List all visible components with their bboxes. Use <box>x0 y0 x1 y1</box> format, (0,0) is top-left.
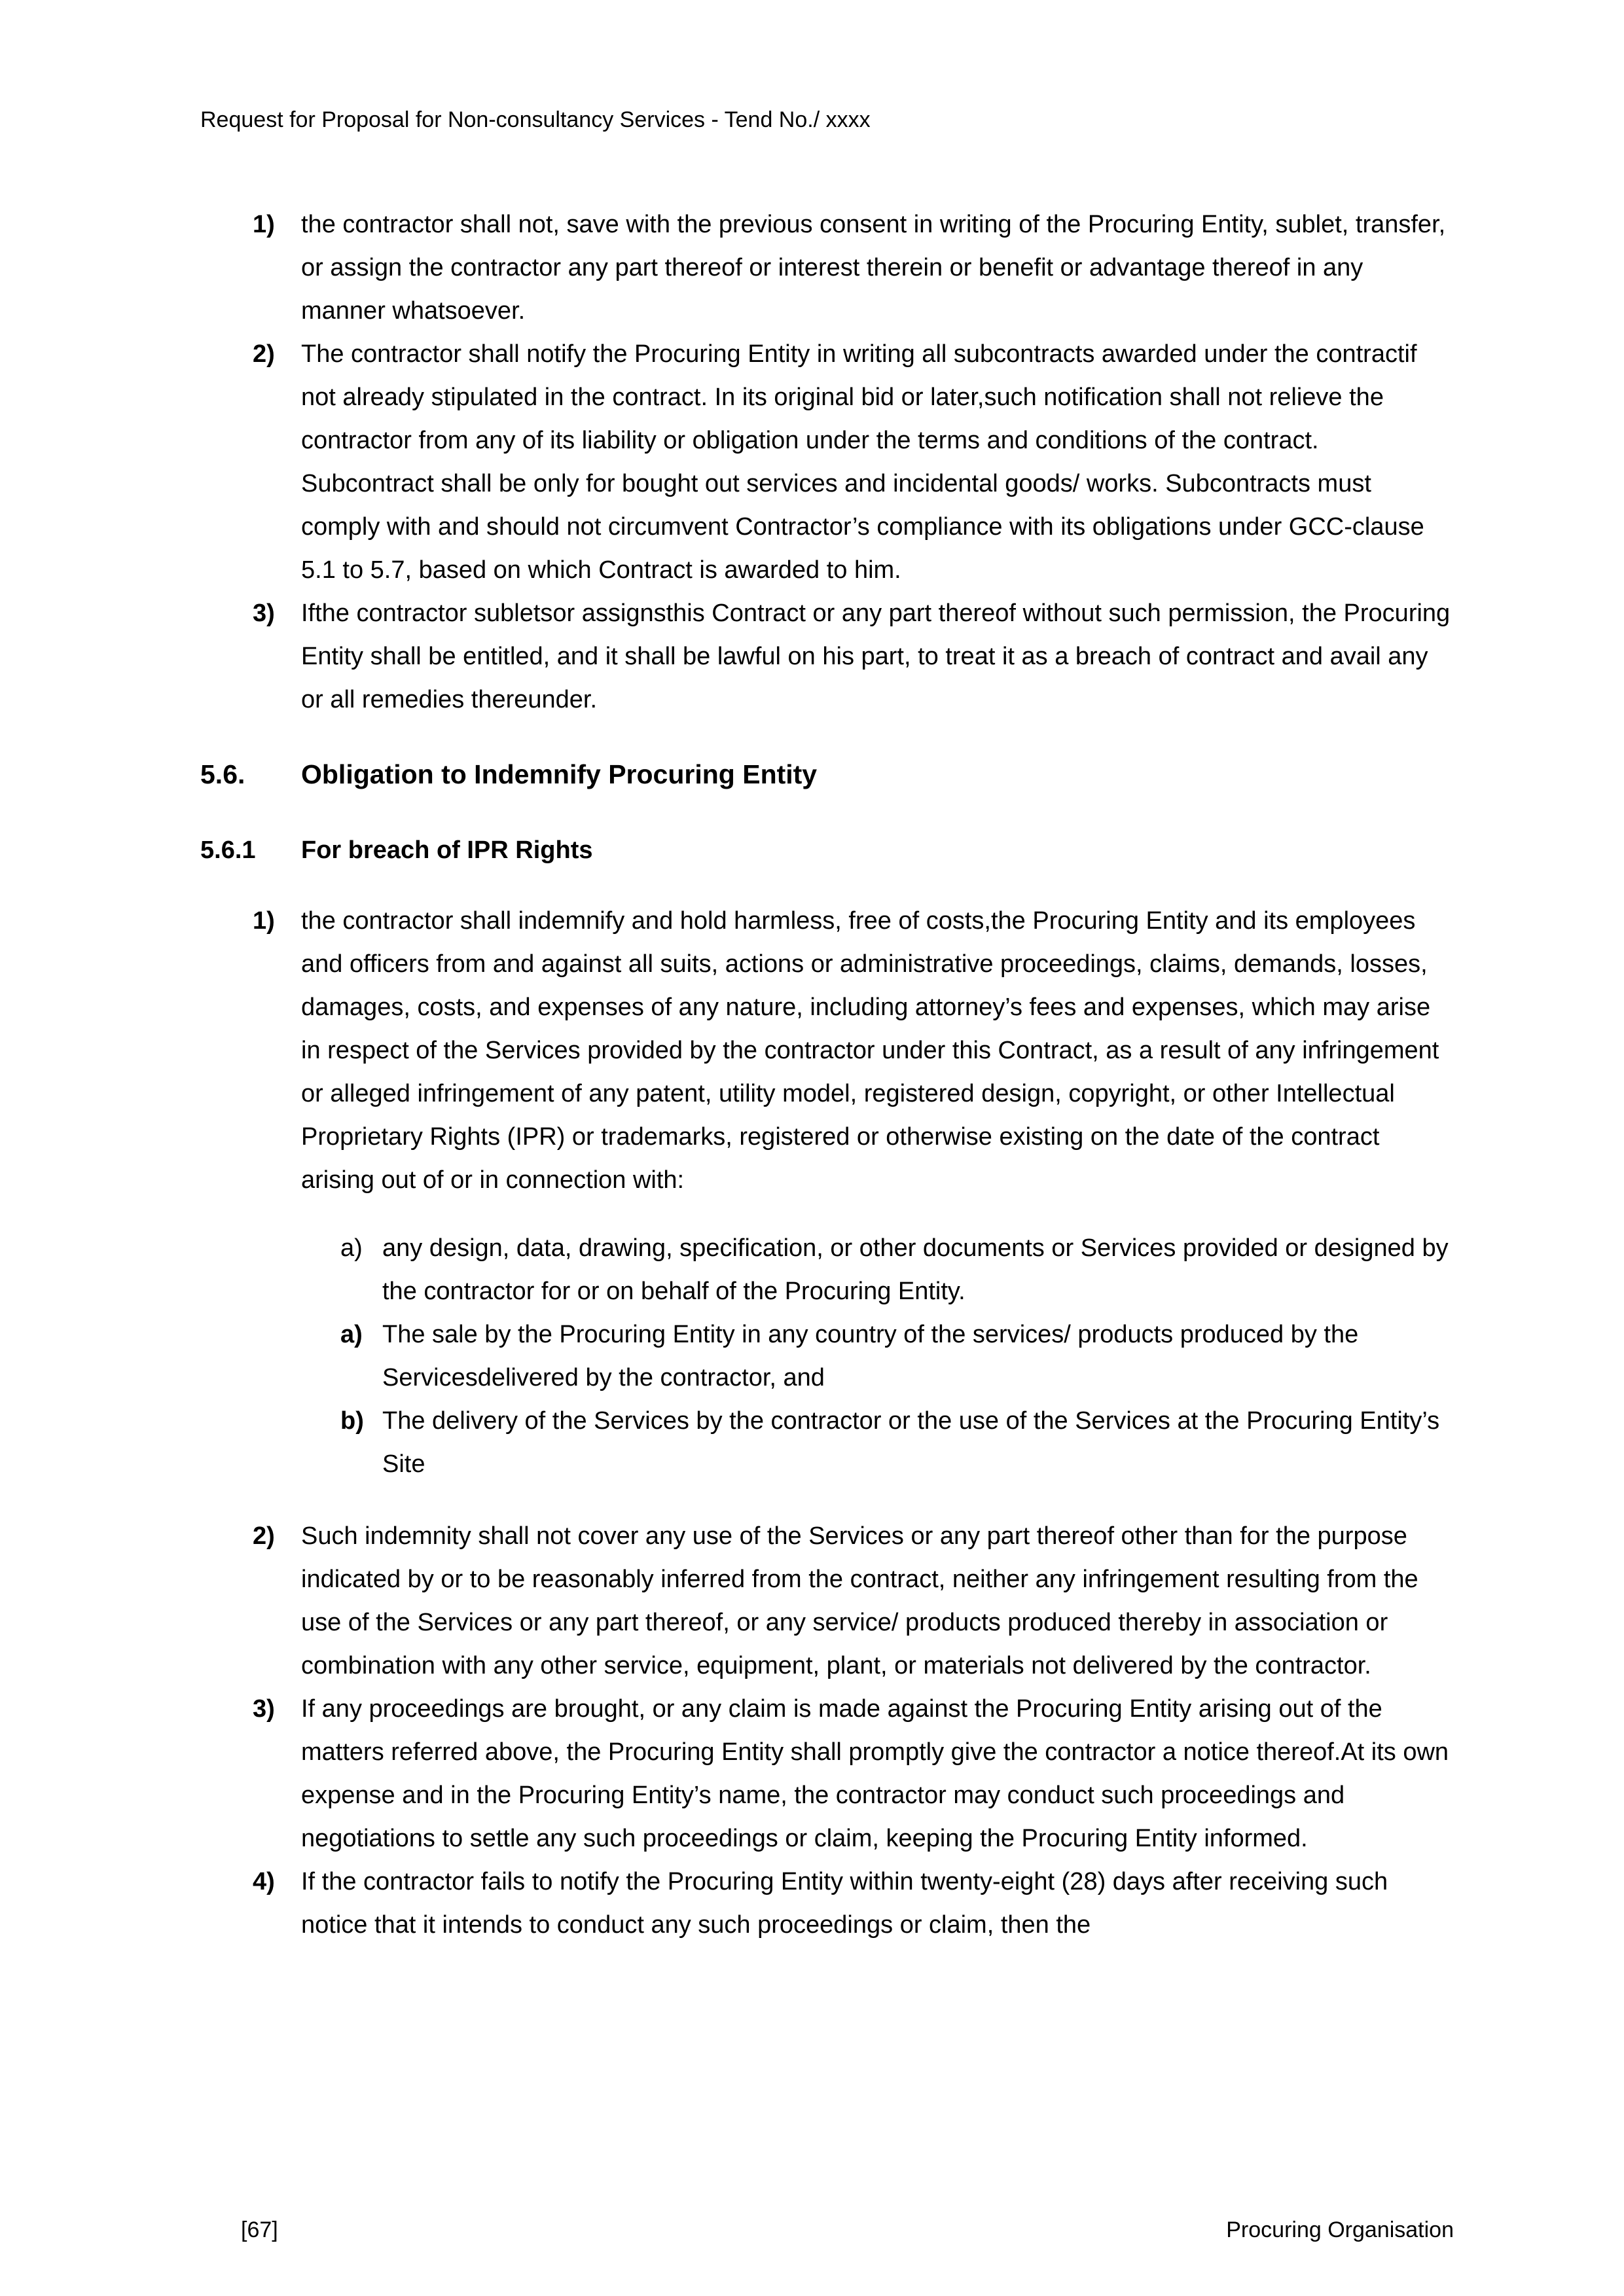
list-item <box>253 1687 1454 1860</box>
header-title: Request for Proposal for Non-consultancy Services - Tend No./ xxxx <box>200 107 871 132</box>
list-item-marker: 3) <box>253 600 275 627</box>
page-header <box>200 105 1454 135</box>
list-item-marker: 2) <box>253 340 275 368</box>
sublist-item-marker: b) <box>340 1407 364 1435</box>
list-item-marker: 3) <box>253 1695 275 1723</box>
subsection-number: 5.6.1 <box>200 836 256 864</box>
list-item-marker: 1) <box>253 211 275 238</box>
sublist-item <box>340 1227 1454 1313</box>
page-number: [67] <box>241 2217 278 2242</box>
list-item <box>253 203 1454 332</box>
list-item-text: the contractor shall not, save with the previous consent in writing of the Procuring Entity, sublet, transfer, or assign the contractor any part thereof or interest therein or benefit or advantage thereof in any manner whatsoever. <box>301 211 1446 325</box>
section-heading <box>200 753 1454 796</box>
subsection-title: For breach of IPR Rights <box>301 836 593 864</box>
sublist-item <box>340 1313 1454 1399</box>
sublist-item-text: The sale by the Procuring Entity in any country of the services/ products produced by the Servicesdelivered by the contractor, and <box>382 1321 1359 1391</box>
sublist-item-marker: a) <box>340 1321 363 1348</box>
sublist-item <box>340 1399 1454 1486</box>
sublist-item-text: any design, data, drawing, specification, or other documents or Services provided or designed by the contractor for or on behalf of the Procuring Entity. <box>382 1234 1449 1305</box>
list-item-text: The contractor shall notify the Procuring Entity in writing all subcontracts awarded under the contractif not already stipulated in the contract. In its original bid or later,such notification shall not relieve the contractor from any of its liability or obligation under the terms and conditions of the contract. Subcontract shall be only for bought out services and incidental goods/ works. Subcontracts must comply with and should not circumvent Contractor’s compliance with its obligations under GCC-clause 5.1 to 5.7, based on which Contract is awarded to him. <box>301 340 1424 584</box>
list-item-text: If any proceedings are brought, or any claim is made against the Procuring Entity arising out of the matters referred above, the Procuring Entity shall promptly give the contractor a notice thereof.At its own expense and in the Procuring Entity’s name, the contractor may conduct such proceedings and negotiations to settle any such proceedings or claim, keeping the Procuring Entity informed. <box>301 1695 1449 1852</box>
list-item-text: the contractor shall indemnify and hold harmless, free of costs,the Procuring Entity and its employees and officers from and against all suits, actions or administrative proceedings, claims, demands, losses, damages, costs, and expenses of any nature, including attorney’s fees and expenses, which may arise in respect of the Services provided by the contractor under this Contract, as a result of any infringement or alleged infringement of any patent, utility model, registered design, copyright, or other Intellectual Proprietary Rights (IPR) or trademarks, registered or otherwise existing on the date of the contract arising out of or in connection with: <box>301 907 1439 1194</box>
list-item-marker: 1) <box>253 907 275 935</box>
subsection-heading <box>200 829 1454 872</box>
subcontract-list <box>253 203 1454 721</box>
list-item-marker: 2) <box>253 1522 275 1550</box>
section-title: Obligation to Indemnify Procuring Entity <box>301 759 818 789</box>
section-number: 5.6. <box>200 759 245 789</box>
list-item <box>253 592 1454 721</box>
list-item <box>253 1860 1454 1946</box>
ipr-list <box>253 899 1454 1946</box>
footer-organisation: Procuring Organisation <box>1226 2217 1454 2242</box>
sublist-item-marker: a) <box>340 1234 363 1262</box>
list-item <box>253 899 1454 1202</box>
list-item-text: Such indemnity shall not cover any use of the Services or any part thereof other than for the purpose indicated by or to be reasonably inferred from the contract, neither any infringement resulting from the use of the Services or any part thereof, or any service/ products produced thereby in association or combination with any other service, equipment, plant, or materials not delivered by the contractor. <box>301 1522 1418 1679</box>
list-item <box>253 1515 1454 1687</box>
list-item-text: Ifthe contractor subletsor assignsthis Contract or any part thereof without such permission, the Procuring Entity shall be entitled, and it shall be lawful on his part, to treat it as a breach of contract and avail any or all remedies thereunder. <box>301 600 1451 713</box>
list-item-text: If the contractor fails to notify the Procuring Entity within twenty-eight (28) days after receiving such notice that it intends to conduct any such proceedings or claim, then the <box>301 1868 1388 1939</box>
page-footer <box>200 2215 1454 2245</box>
list-item-marker: 4) <box>253 1868 275 1895</box>
sublist-item-text: The delivery of the Services by the contractor or the use of the Services at the Procuring Entity’s Site <box>382 1407 1440 1478</box>
ipr-sublist <box>340 1227 1454 1486</box>
list-item <box>253 332 1454 592</box>
